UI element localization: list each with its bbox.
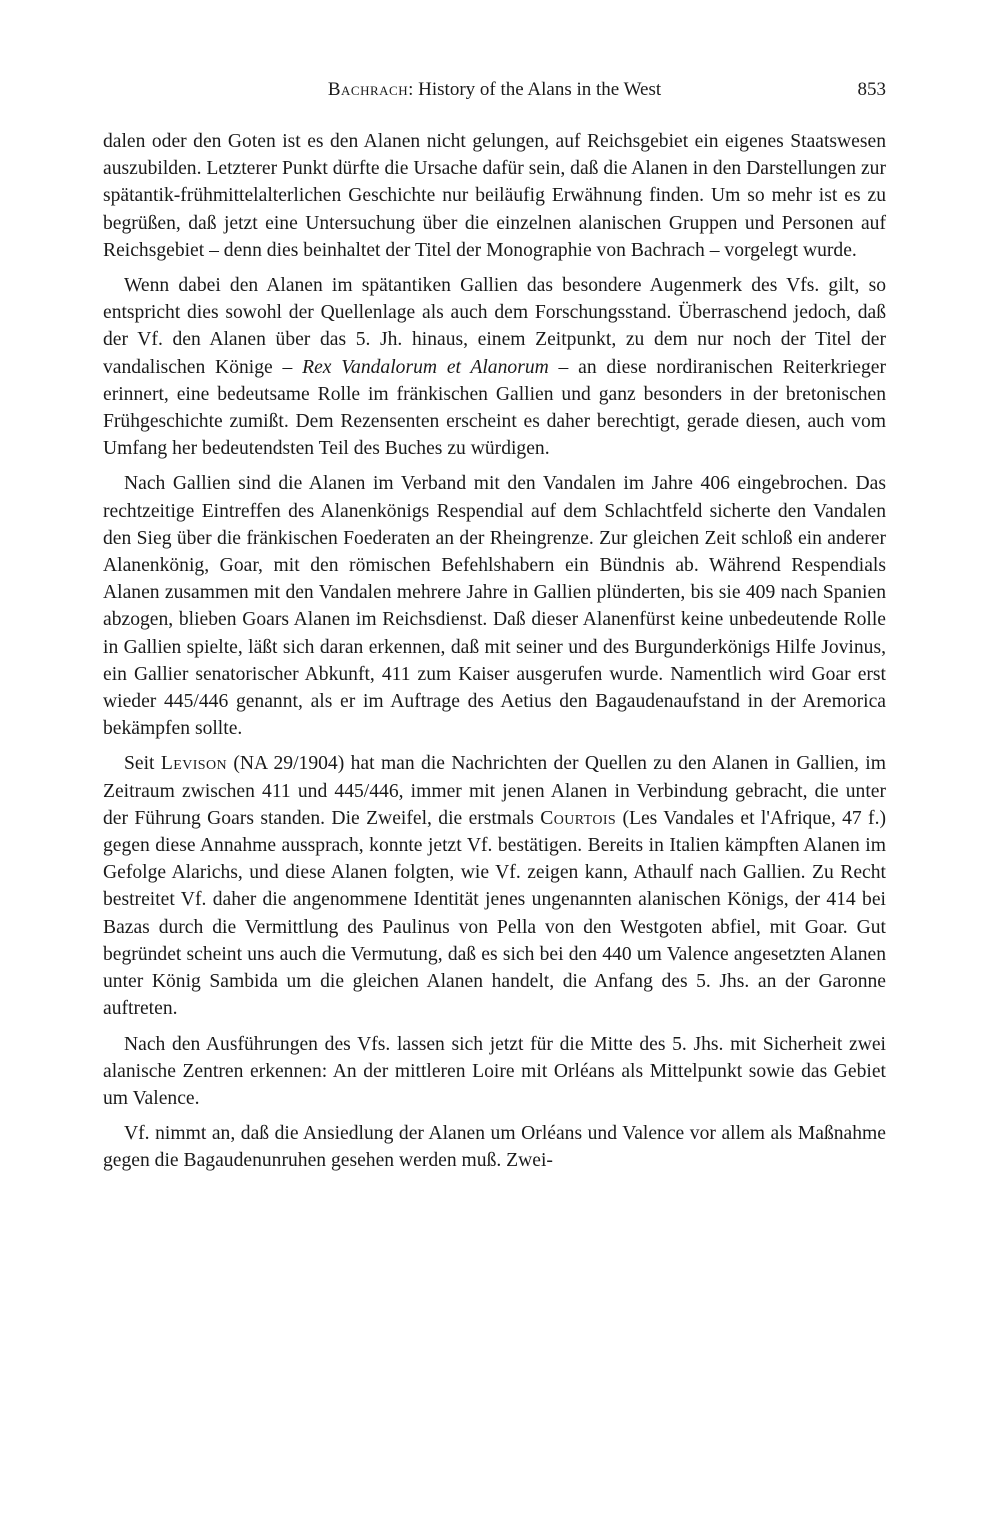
running-separator: : (408, 79, 419, 100)
paragraph-text: Nach Gallien sind die Alanen im Verband mit den Vandalen im Jahre 406 eingebrochen. Das rechtzeitige Eintreffen des Alanenkönigs Respendial auf dem Schlachtfeld sicherte den Vandalen den Sieg über die fränkischen Foederaten an der Rheingrenze. Zur gleichen Zeit schloß ein anderer Alanenkönig, Goar, mit den römischen Befehlshabern ein Bündnis ab. Während Respendials Alanen zusammen mit den Vandalen mehrere Jahre in Gallien plünderten, bis sie 409 nach Spanien abzogen, blieben Goars Alanen im Reichsdienst. Daß dieser Alanenfürst keine unbedeutende Rolle in Gallien spielte, läßt sich daran erkennen, daß mit seiner und des Burgunderkönigs Hilfe Jovinus, ein Gallier senatorischer Abkunft, 411 zum Kaiser ausgerufen wurde. Namentlich wird Goar erst wieder 445/446 genannt, als er im Auftrage des Aetius den Bagaudenaufstand in der Aremorica bekämpfen sollte. (103, 473, 886, 740)
paragraph-2 (103, 272, 886, 462)
paragraph-text: (Les Vandales et l'Afrique, 47 f.) gegen diese Annahme aussprach, konnte jetzt Vf. bestätigen. Bereits in Italien kämpften Alanen im Gefolge Alarichs, und diese Alanen folgten, wie Vf. zeigen kann, Athaulf nach Gallien. Zu Recht bestreitet Vf. daher die angenommene Identität jenes ungenannten alanischen Königs, der 414 bei Bazas durch die Vermittlung des Paulinus von Pella von den Westgoten abfiel, mit Goar. Gut begründet scheint uns auch die Vermutung, daß es sich bei den 440 um Valence angesetzten Alanen unter König Sambida um die gleichen Alanen handelt, die Anfang des 5. Jhs. an der Garonne auftreten. (103, 807, 886, 1020)
paragraph-text: dalen oder den Goten ist es den Alanen nicht gelungen, auf Reichsgebiet ein eigenes Staatswesen auszubilden. Letzterer Punkt dürfte die Ursache dafür sein, daß die Alanen in den Darstellungen zur spätantik-frühmittelalterlichen Geschichte nur beiläufig Erwähnung finden. Um so mehr ist es zu begrüßen, daß jetzt eine Untersuchung über die einzelnen alanischen Gruppen und Personen auf Reichsgebiet – denn dies beinhaltet der Titel der Monographie von Bachrach – vorgelegt wurde. (103, 131, 886, 261)
paragraph-text: Nach den Ausführungen des Vfs. lassen sich jetzt für die Mitte des 5. Jhs. mit Sicherheit zwei alanische Zentren erkennen: An der mittleren Loire mit Orléans als Mittelpunkt sowie das Gebiet um Valence. (103, 1033, 886, 1109)
running-title (103, 74, 886, 106)
paragraph-text: – an diese nordiranischen Reiterkrieger erinnert, eine bedeutsame Rolle im fränkischen Gallien und ganz besonders in der bretonischen Frühgeschichte zumißt. Dem Rezensenten erscheint es daher berechtigt, gerade diesen, auch vom Umfang her bedeutendsten Teil des Buches zu würdigen. (103, 356, 886, 460)
journal-page (103, 74, 886, 1175)
paragraph-3 (103, 470, 886, 742)
latin-title-italic: Rex Vandalorum et Alanorum (302, 356, 549, 378)
paragraph-1 (103, 128, 886, 264)
paragraph-text: (NA 29/1904) hat man die Nachrichten der Quellen zu den Alanen in Gallien, im Zeitraum zwischen 411 und 445/446, immer mit jenen Alanen in Verbindung gebracht, die unter der Führung Goars standen. Die Zweifel, die erstmals (103, 753, 886, 829)
paragraph-text: Wenn dabei den Alanen im spätantiken Gallien das besondere Augenmerk des Vfs. gilt, so entspricht dies sowohl der Quellenlage als auch dem Forschungsstand. Überraschend jedoch, daß der Vf. den Alanen über das 5. Jh. hinaus, einem Zeitpunkt, zu dem nur noch der Titel der vandalischen Könige – (103, 275, 886, 378)
page-number: 853 (857, 79, 886, 100)
running-book-title: History of the Alans in the West (418, 79, 662, 100)
paragraph-text: Vf. nimmt an, daß die Ansiedlung der Alanen um Orléans und Valence vor allem als Maßnahme gegen die Bagaudenunruhen gesehen werden muß. Zwei- (103, 1123, 886, 1172)
paragraph-5 (103, 1031, 886, 1113)
running-author: Bachrach (327, 79, 409, 100)
paragraph-text: Seit (124, 753, 161, 775)
paragraph-4 (103, 750, 886, 1022)
running-header (103, 74, 886, 106)
paragraph-6 (103, 1120, 886, 1174)
author-name-courtois: Courtois (540, 807, 617, 829)
review-body (103, 128, 886, 1175)
author-name-levison: Levison (160, 753, 227, 775)
